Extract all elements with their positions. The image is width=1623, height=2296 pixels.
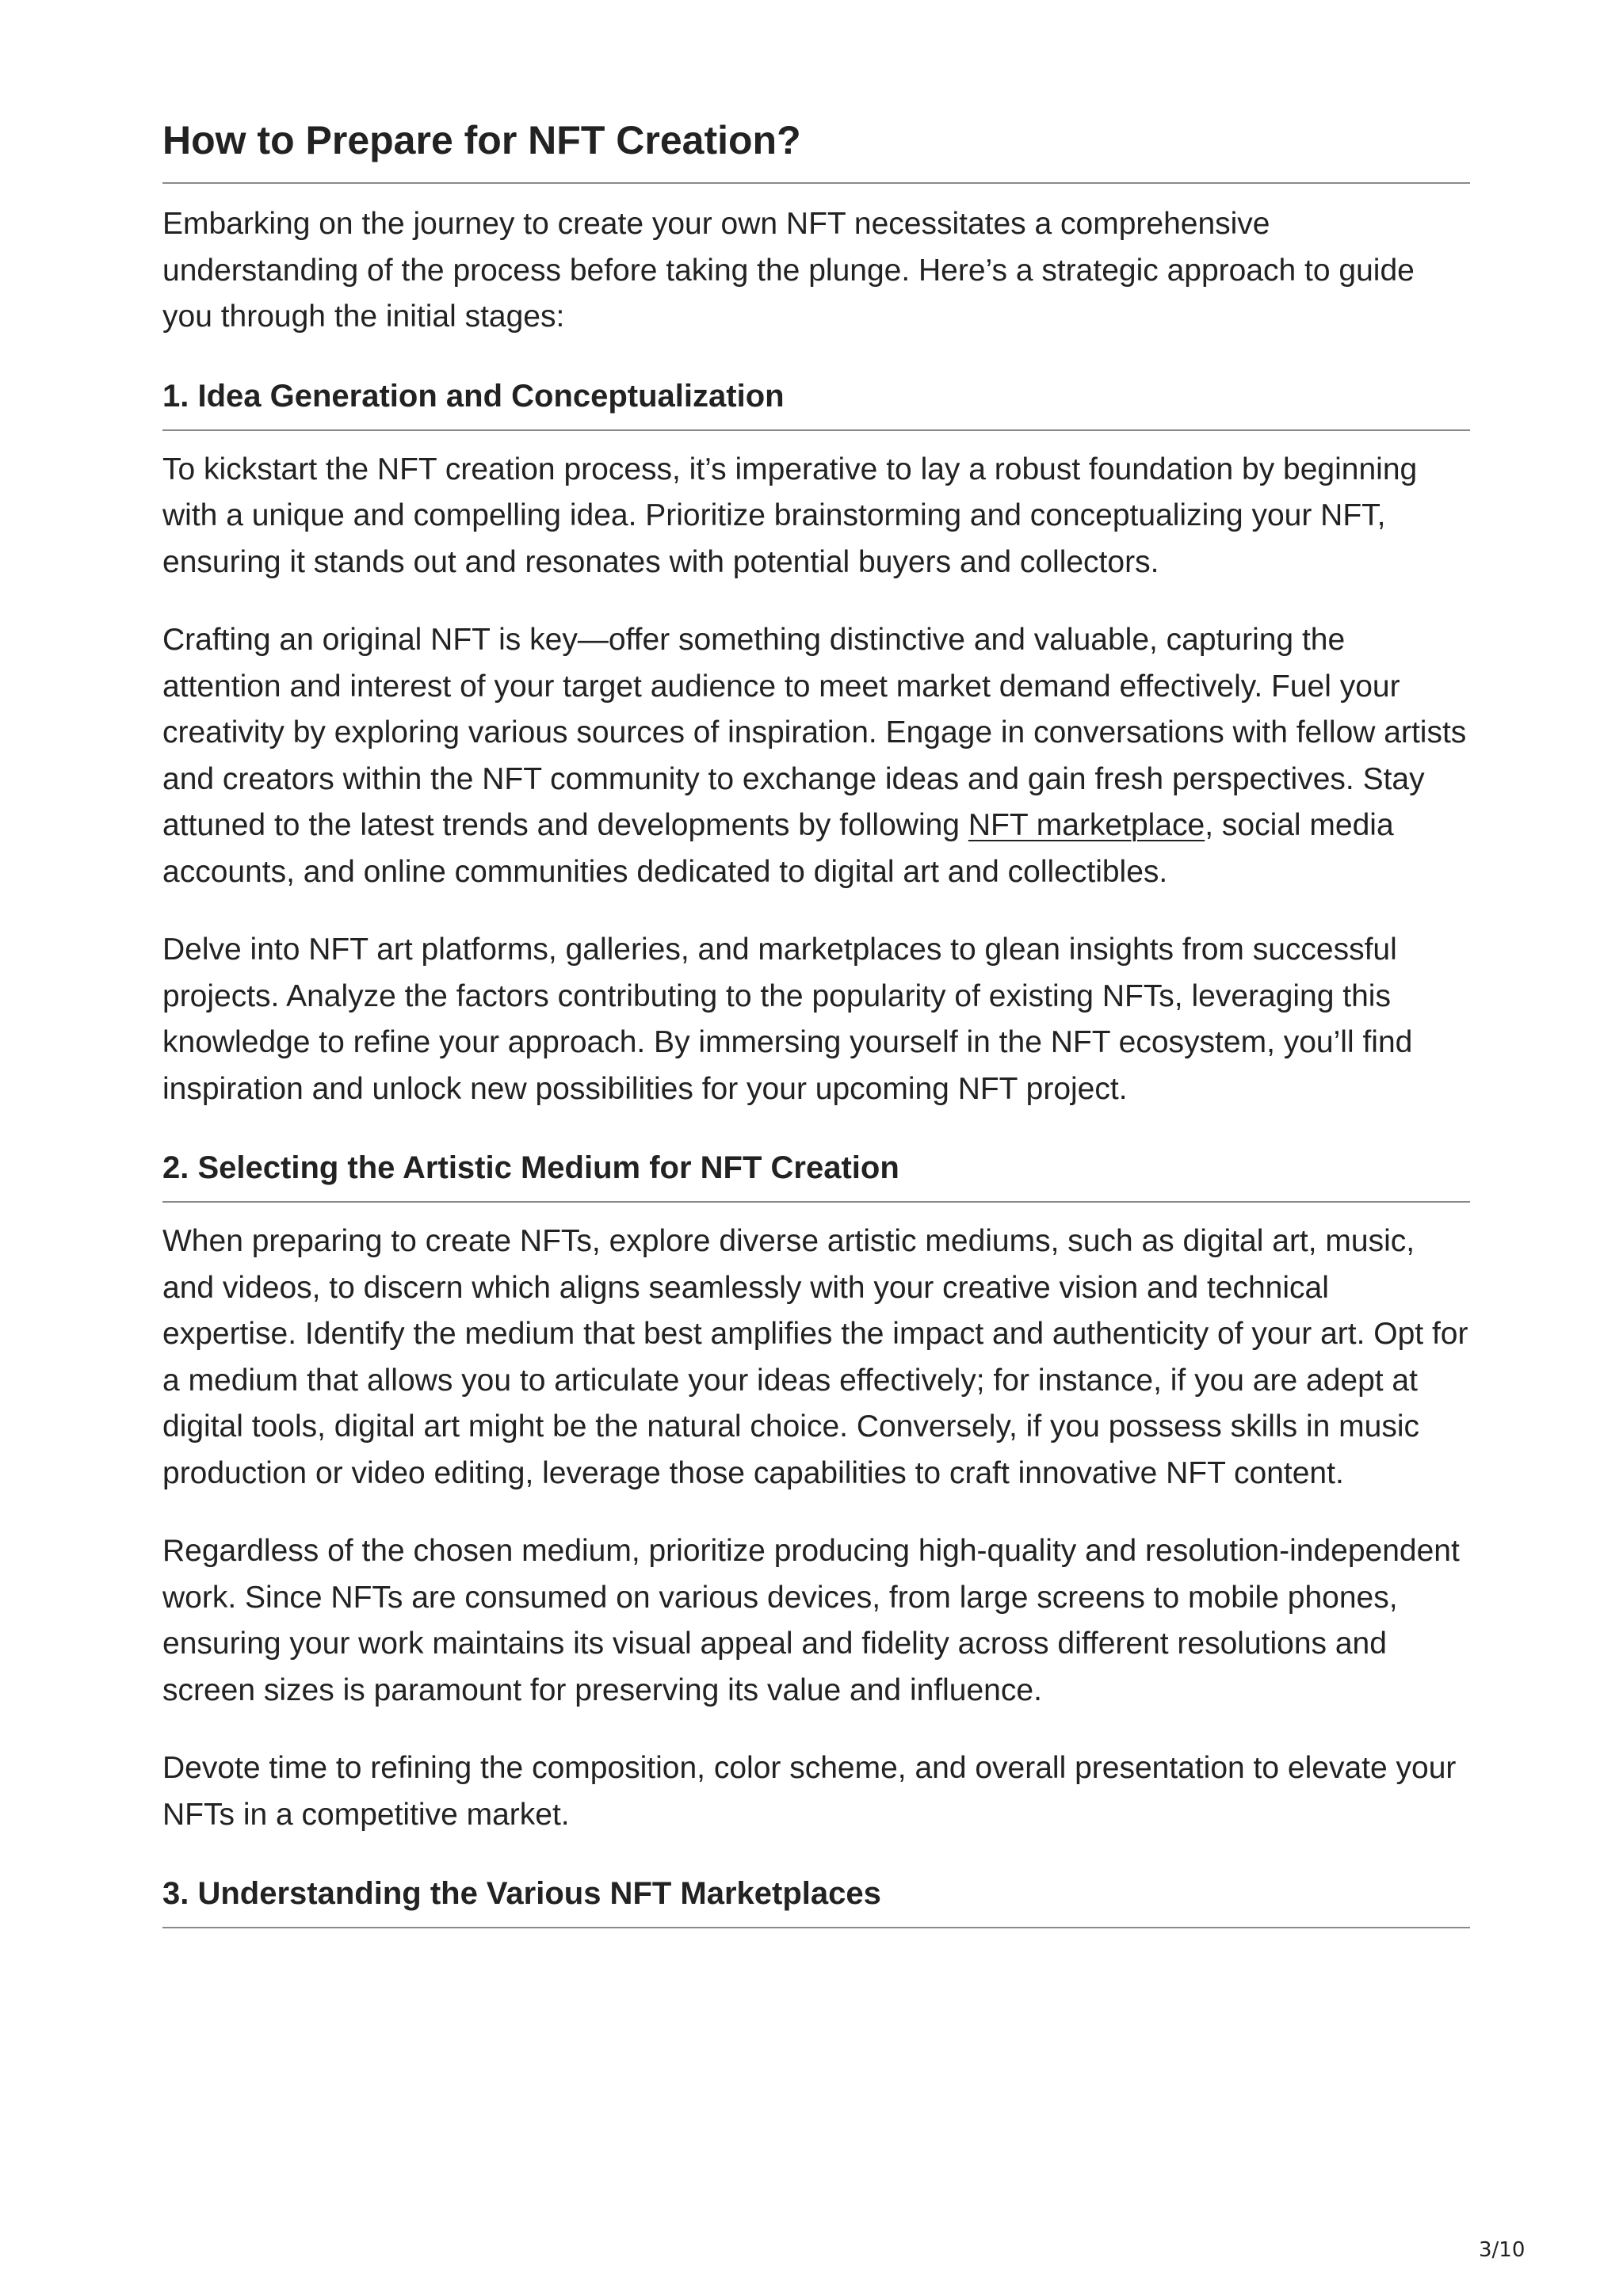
section1-paragraph-1: To kickstart the NFT creation process, it’s imperative to lay a robust foundation by beginning with a unique and compelling idea. Prioritize brainstorming and conceptualizing your NFT, ensuring it stands out and resonates with potential buyers and collectors. xyxy=(162,452,1418,579)
section2-paragraph-3: Devote time to refining the composition, color scheme, and overall presentation to elevate your NFTs in a competitive market. xyxy=(162,1751,1457,1832)
page-title: How to Prepare for NFT Creation? xyxy=(162,111,1470,184)
section1-paragraph-3: Delve into NFT art platforms, galleries, and marketplaces to glean insights from successful projects. Analyze the factors contributing to the popularity of existing NFTs, leveraging this knowledge to refine your approach. By immersing yourself in the NFT ecosystem, you’ll find inspiration and unlock new possibilities for your upcoming NFT project. xyxy=(162,933,1413,1106)
section2-paragraph-1: When preparing to create NFTs, explore diverse artistic mediums, such as digital art, music, and videos, to discern which aligns seamlessly with your creative vision and technical expertise. Identify the medium that best amplifies the impact and authenticity of your art. Opt for a medium that allows you to articulate your ideas effectively; for instance, if you are adept at digital tools, digital art might be the natural choice. Conversely, if you possess skills in music production or video editing, leverage those capabilities to craft innovative NFT content. xyxy=(162,1224,1468,1490)
section-heading-nft-marketplaces: 3. Understanding the Various NFT Marketplaces xyxy=(162,1870,1470,1928)
section-heading-idea-generation: 1. Idea Generation and Conceptualization xyxy=(162,372,1470,431)
nft-marketplace-link[interactable]: NFT marketplace xyxy=(968,808,1205,842)
section-heading-artistic-medium: 2. Selecting the Artistic Medium for NFT Creation xyxy=(162,1144,1470,1203)
section1-paragraph-2 xyxy=(162,617,1470,895)
article xyxy=(162,111,1470,1928)
section1-paragraph-2-text-b: , social media accounts, and online communities dedicated to digital art and collectibles. xyxy=(162,808,1394,889)
section2-paragraph-2: Regardless of the chosen medium, prioritize producing high-quality and resolution-independent work. Since NFTs are consumed on various devices, from large screens to mobile phones, ensuring your work maintains its visual appeal and fidelity across different resolutions and screen sizes is paramount for preserving its value and influence. xyxy=(162,1534,1460,1707)
section1-paragraph-2-text-a: Crafting an original NFT is key—offer something distinctive and valuable, capturing the attention and interest of your target audience to meet market demand effectively. Fuel your creativity by exploring various sources of inspiration. Engage in conversations with fellow artists and creators within the NFT community to exchange ideas and gain fresh perspectives. Stay attuned to the latest trends and developments by following xyxy=(162,623,1467,842)
page-number: 3/10 xyxy=(1479,2238,1526,2262)
intro-paragraph: Embarking on the journey to create your own NFT necessitates a comprehensive understanding of the process before taking the plunge. Here’s a strategic approach to guide you through the initial stages: xyxy=(162,207,1415,334)
